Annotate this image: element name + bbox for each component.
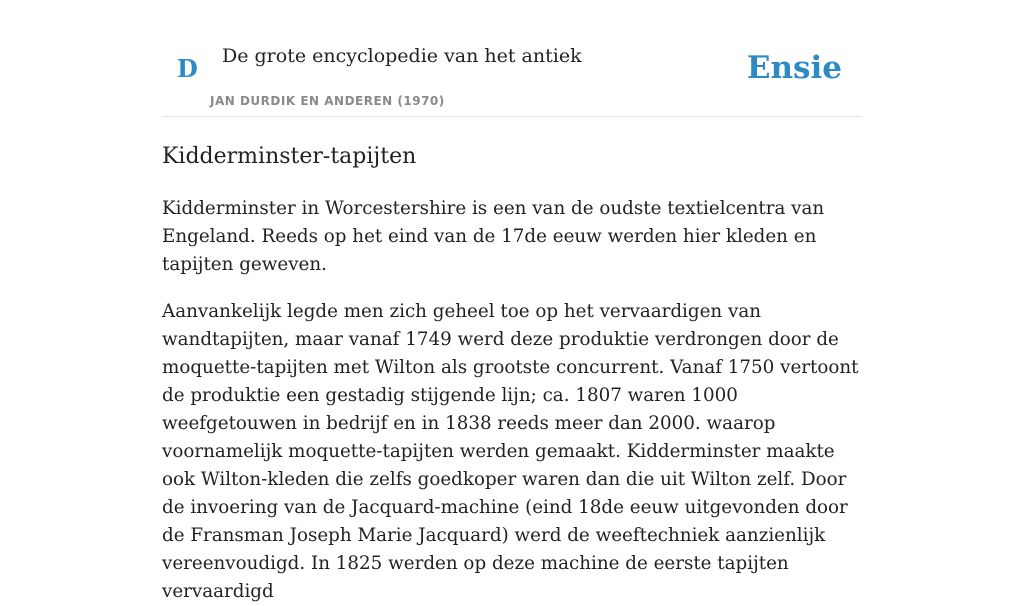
article-paragraph: Aanvankelijk legde men zich geheel toe op het vervaardigen van wandtapijten, maar vanaf 1749 werd deze produktie verdrongen door de moquette-tapijten met Wilton als grootste concurrent. Vanaf 1750 vertoont de produktie een gestadig stijgende lijn; ca. 1807 waren 1000 weefgetouwen in bedrijf en in 1838 reeds meer dan 2000. waarop voornamelijk moquette-tapijten werden gemaakt. Kidderminster maakte ook Wilton-kleden die zelfs goedkoper waren dan die uit Wilton zelf. Door de invoering van de Jacquard-machine (eind 18de eeuw uitgevonden door de Fransman Joseph Marie Jacquard) werd de weeftechniek aanzienlijk vereenvoudigd. In 1825 werden op deze machine de eerste tapijten vervaardigd — [162, 301, 859, 602]
brand-logo[interactable]: Ensie — [746, 50, 842, 86]
article-title: Kidderminster-tapijten — [162, 144, 417, 169]
book-title[interactable]: De grote encyclopedie van het antiek — [222, 45, 582, 67]
article-paragraph: Kidderminster in Worcestershire is een van de oudste textielcentra van Engeland. Reeds op het eind van de 17de eeuw werden hier kleden en tapijten geweven. — [162, 198, 825, 275]
book-header — [162, 0, 862, 117]
letter-index-link[interactable]: D — [177, 54, 198, 83]
content-column — [162, 0, 862, 606]
book-author: JAN DURDIK EN ANDEREN (1970) — [210, 94, 445, 108]
